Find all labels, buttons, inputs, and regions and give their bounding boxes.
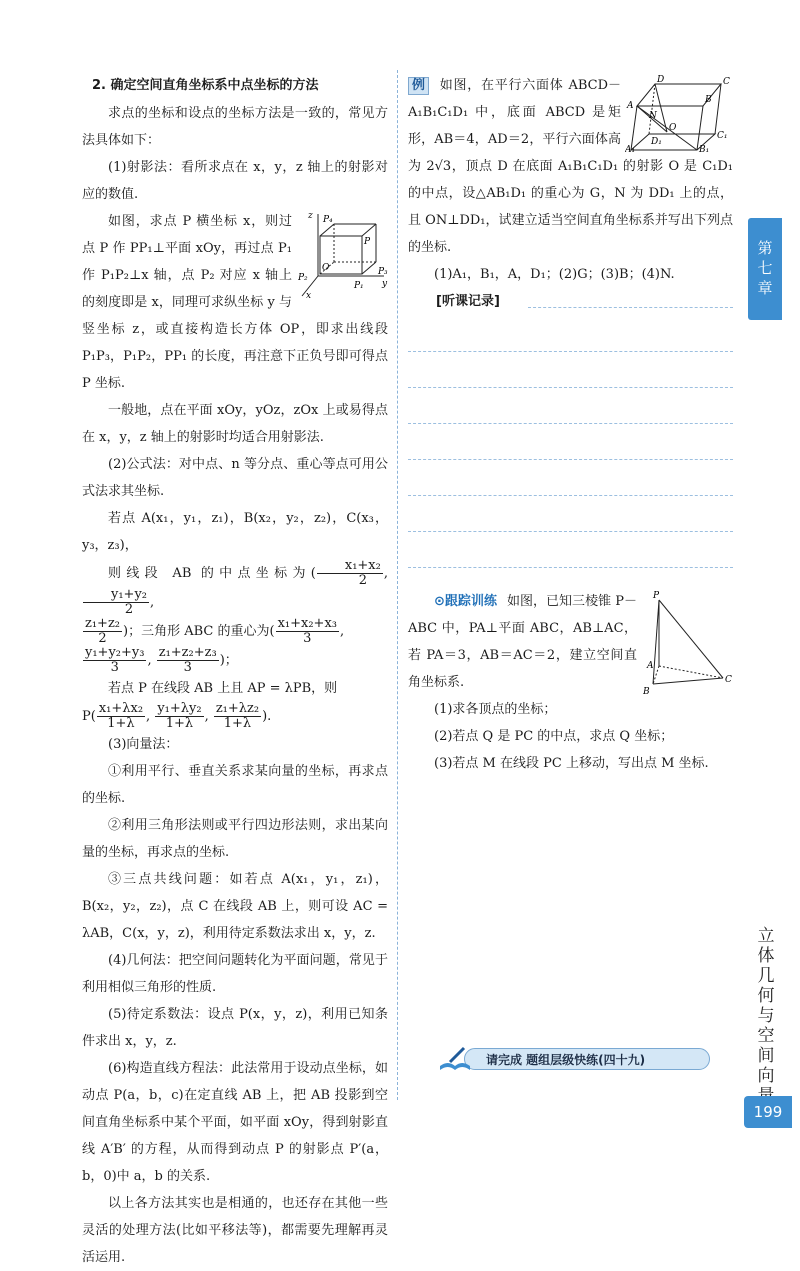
example-badge: 例 (408, 77, 429, 95)
intro-text: 求点的坐标和设点的坐标方法是一致的，常见方法具体如下： (82, 106, 388, 148)
method6: (6)构造直线方程法：此法常用于设动点坐标，如动点 P(a，b，c)在定直线 AB 上，把 AB 投影到空间直角坐标系中某个平面，如平面 xOy，得到射影直线 A′B′ 的方程，从而得到动点 P 的射影点 P′(a，b，0)中 a，b 的关系. (82, 1061, 388, 1184)
par-label-a: A (627, 101, 634, 111)
frac-r-x: $\frac{\text{x₁+λx₂}}{1+\lambda}$ (98, 701, 144, 731)
par-label-c1: C₁ (717, 131, 728, 141)
note-line-first (528, 307, 733, 308)
note-line (408, 496, 733, 532)
track-label (434, 594, 497, 609)
par-label-b: B (705, 95, 712, 105)
chapter-tab[interactable] (748, 218, 782, 320)
method2-centroid: $\frac{\text{z₁+z₂}}{2}$ )；三角形 ABC 的重心为( $\frac{\text{x₁+x₂+x₃}}{3}$ , (85, 616, 345, 646)
method2-ratio: 若点 P 在线段 AB 上且 AP = λPB，则 (108, 681, 338, 696)
frac-g-z: $\frac{\text{z₁+z₂+z₃}}{3}$ (158, 645, 217, 675)
tetrahedron-figure (643, 588, 733, 696)
cube-label-o: O (322, 263, 330, 273)
cube-label-p4: P₄ (323, 215, 333, 225)
example-questions: (1)A₁，B₁，A，D₁；(2)G；(3)B；(4)N. (434, 267, 675, 282)
frac-r-z: $\frac{\text{z₁+λz₂}}{1+\lambda}$ (215, 701, 260, 731)
track-q2: (2)若点 Q 是 PC 的中点，求点 Q 坐标； (434, 729, 674, 744)
example-text: 如图，在平行六面体 ABCD－A₁B₁C₁D₁ 中，底面 ABCD 是矩形，AB＝4，AD＝2，平行六面体高为 2√3，顶点 D 在底面 A₁B₁C₁D₁ 的射影 O 是 C₁D₁ 的中点，设△AB₁D₁ 的重心为 G，N 为 DD₁ 上的点，且 ON⊥DD₁，试建立适当空间直角坐标系并写出下列点的坐标. (408, 78, 733, 255)
cube-label-y: y (382, 279, 388, 289)
cube-label-p3: P₃ (378, 267, 388, 277)
method2-centroid-cont: $\frac{\text{y₁+y₂+y₃}}{3}$ , $\frac{\text{z₁+z₂+z₃}}{3}$ )； (85, 645, 238, 675)
method2-midpoint: 则线段 AB 的中点坐标为( $\frac{\text{x₁+x₂}}{2}$ , $\frac{\text{y₁+y₂}}{2}$ , (82, 559, 388, 617)
frac-r-y: $\frac{\text{y₁+λy₂}}{1+\lambda}$ (157, 701, 202, 731)
tet-label-b: B (643, 687, 650, 696)
method2-ratio-formula: P( $\frac{\text{x₁+λx₂}}{1+\lambda}$ , $\frac{\text{y₁+λy₂}}{1+\lambda}$ , $\frac{\text{z₁+λz₂}}{1+\lambda}$ ). (82, 701, 272, 731)
tet-label-a: A (647, 661, 654, 671)
frac-mid-x: $\frac{\text{x₁+x₂}}{2}$ (317, 559, 383, 588)
track-label-text: 跟踪训练 (444, 594, 497, 609)
method3-title: (3)向量法： (108, 737, 179, 752)
cube-label-p1: P₁ (354, 281, 364, 291)
parallelepiped-figure (625, 72, 733, 152)
method3-item2: ②利用三角形法则或平行四边形法则，求出某向量的坐标，再求点的坐标. (82, 818, 388, 860)
tet-label-p: P (653, 591, 660, 601)
par-label-o: O (669, 123, 677, 133)
cube-label-p: P (364, 237, 371, 247)
method4: (4)几何法：把空间问题转化为平面问题，常见于利用相似三角形的性质. (82, 953, 388, 995)
summary-text: 以上各方法其实也是相通的，也还存在其他一些灵活的处理方法(比如平移法等)，都需要先理解再灵活运用. (82, 1196, 388, 1265)
method1-desc: 如图，求点 P 横坐标 x，则过点 P 作 PP₁⊥平面 xOy，再过点 P₁ 作 P₁P₂⊥x 轴，点 P₂ 对应 x 轴上的刻度即是 x，同理可求纵坐标 y 与竖坐标 z，或直接构造长方体 OP，即求出线段 P₁P₃，P₁P₂，PP₁ 的长度，再注意下正负号即可得点 P 坐标. (82, 214, 388, 391)
frac-mid-z: $\frac{\text{z₁+z₂}}{2}$ (85, 616, 121, 646)
notes-label: [听课记录] (436, 294, 500, 309)
book-pencil-icon (438, 1046, 472, 1072)
column-divider (397, 70, 398, 1100)
cube-label-x: x (306, 291, 312, 300)
right-column (408, 72, 733, 777)
note-line (408, 316, 733, 352)
method1-title: (1)射影法：看所求点在 x，y，z 轴上的射影对应的数值. (82, 160, 388, 202)
method1-note: 一般地，点在平面 xOy，yOz，zOx 上或易得点在 x，y，z 轴上的射影时均适合用射影法. (82, 403, 388, 445)
frac-g-x: $\frac{\text{x₁+x₂+x₃}}{3}$ (277, 616, 337, 646)
method3-item3: ③三点共线问题：如若点 A(x₁，y₁，z₁)，B(x₂，y₂，z₂)，点 C 在线段 AB 上，则可设 AC = λAB，C(x，y，z)，利用待定系数法求出 x，y，z. (82, 872, 388, 941)
method3-item1: ①利用平行、垂直关系求某向量的坐标，再求点的坐标. (82, 764, 388, 806)
chapter-tab-label: 第七章 (757, 239, 773, 297)
tet-label-c: C (725, 675, 732, 685)
page-number: 199 (744, 1096, 792, 1128)
track-q3: (3)若点 M 在线段 PC 上移动，写出点 M 坐标. (434, 756, 709, 771)
par-label-a1: A₁ (625, 145, 636, 152)
par-label-d: D (657, 75, 665, 85)
practice-banner[interactable] (438, 1046, 710, 1072)
track-q1: (1)求各顶点的坐标； (434, 702, 557, 717)
par-label-d1: D₁ (651, 137, 662, 147)
midpoint-prefix: 则线段 AB 的中点坐标为 (108, 566, 311, 581)
cube-label-z: z (308, 211, 313, 221)
note-line (408, 352, 733, 388)
cube-figure (298, 208, 388, 300)
method2-points: 若点 A(x₁，y₁，z₁)，B(x₂，y₂，z₂)，C(x₃，y₃，z₃)， (82, 511, 388, 553)
method5: (5)待定系数法：设点 P(x，y，z)，利用已知条件求出 x，y，z. (82, 1007, 388, 1049)
centroid-prefix: ；三角形 ABC 的重心为 (128, 624, 270, 639)
left-column (82, 72, 388, 1271)
note-line (408, 424, 733, 460)
note-line (408, 460, 733, 496)
cube-label-p2: P₂ (298, 273, 308, 283)
method2-title: (2)公式法：对中点、n 等分点、重心等点可用公式法求其坐标. (82, 457, 388, 499)
par-label-c: C (723, 77, 730, 87)
note-line (408, 532, 733, 568)
frac-mid-y: $\frac{\text{y₁+y₂}}{2}$ (83, 588, 149, 617)
banner-text: 请完成 题组层级快练(四十九) (486, 1052, 646, 1067)
track-text: 如图，已知三棱锥 P－ABC 中，PA⊥平面 ABC，AB⊥AC，若 PA＝3，AB＝AC＝2，建立空间直角坐标系. (408, 594, 637, 690)
par-label-n: N (649, 111, 657, 121)
par-label-b1: B₁ (699, 145, 710, 152)
note-line (408, 388, 733, 424)
location-pin-icon: ⊙ (434, 594, 445, 609)
book-title: 立体几何与空间向 (757, 926, 775, 1086)
notes-area (408, 316, 733, 568)
frac-g-y: $\frac{\text{y₁+y₂+y₃}}{3}$ (85, 645, 145, 675)
section-title: 2. 确定空间直角坐标系中点坐标的方法 (92, 78, 319, 93)
